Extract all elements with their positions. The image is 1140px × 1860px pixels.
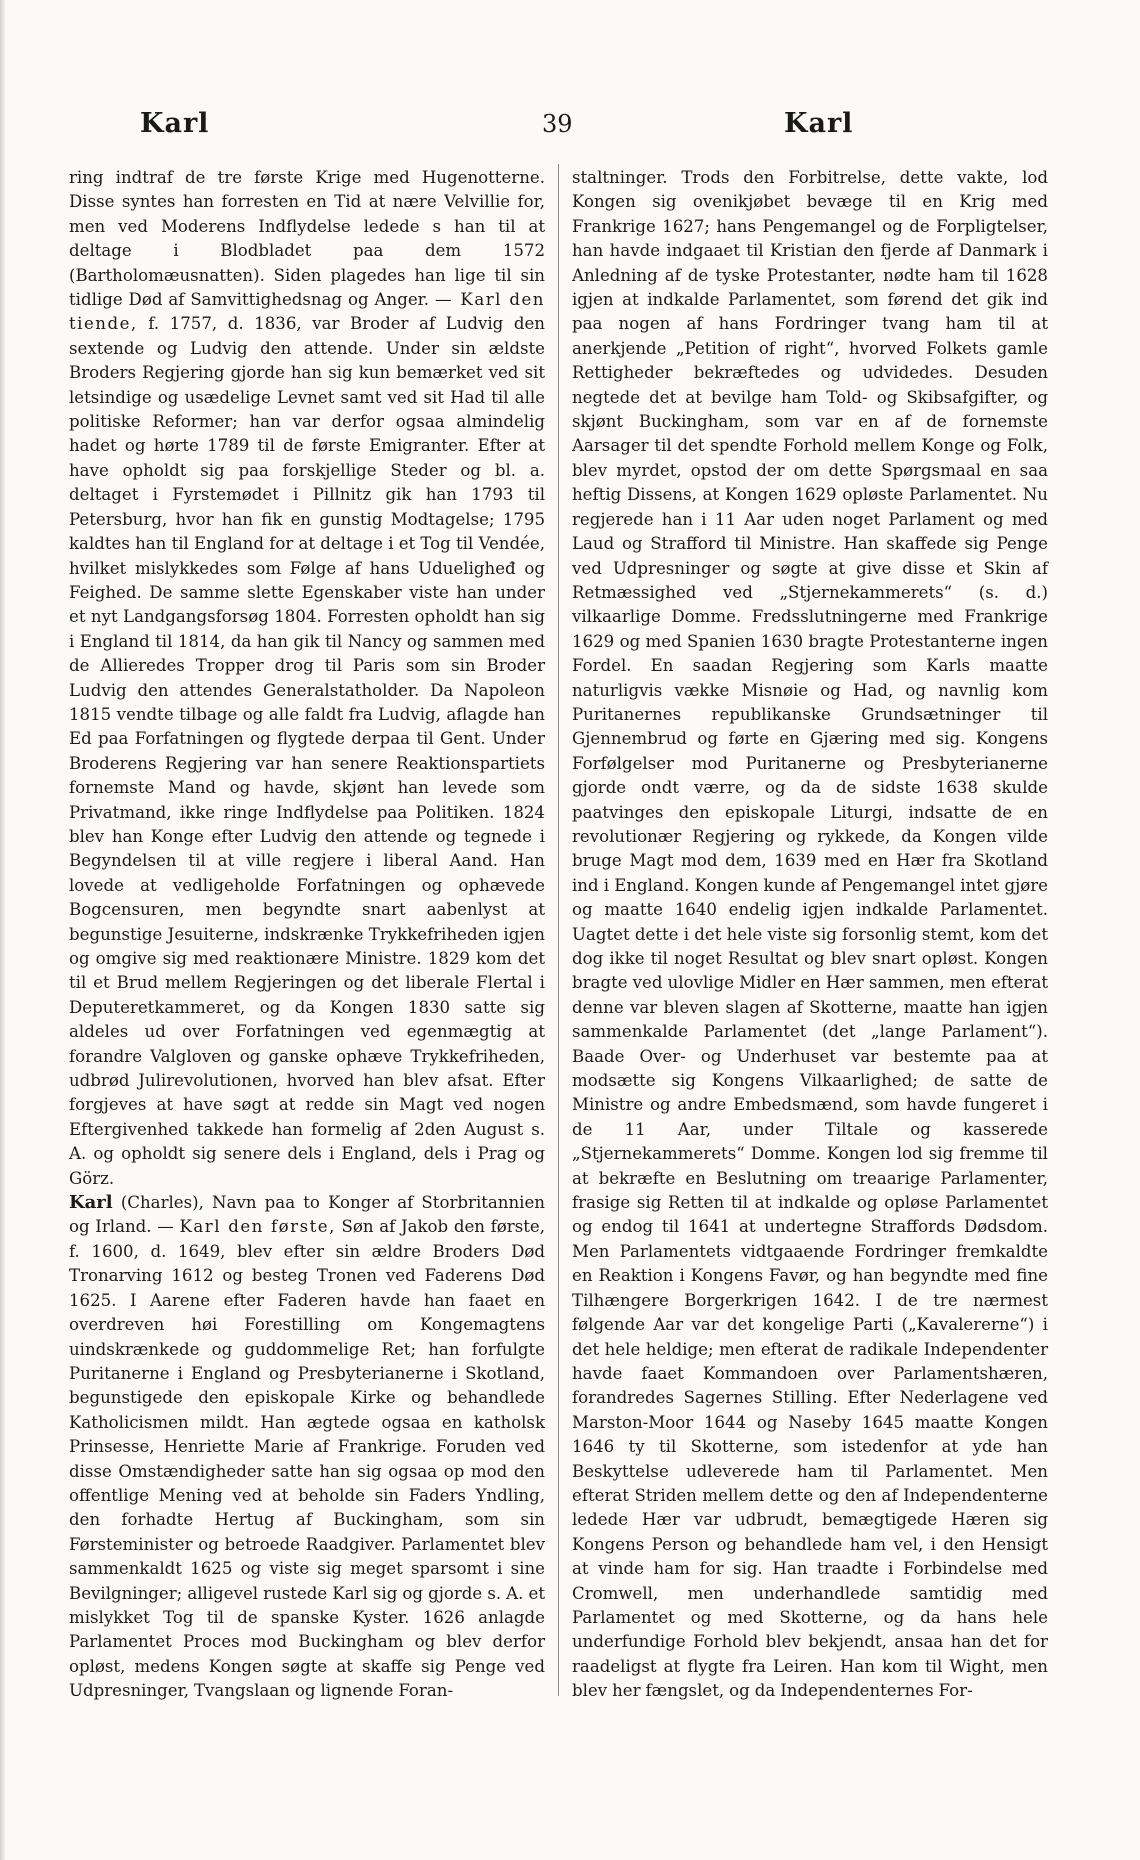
page-edge-shadow — [0, 0, 6, 1860]
entry-headword: Karl — [69, 1192, 113, 1214]
right-column — [572, 166, 1048, 1704]
left-paragraph — [69, 166, 545, 1191]
left-running-headword: Karl — [140, 108, 210, 139]
entry-body-text: Søn af Jakob den første, f. 1600, d. 1649, blev efter sin ældre Broders Død Tronarving 1612 og besteg Tronen ved Faderens Død 1625. I Aarene efter Faderen havde han faaet en overdreven høi Forestilling om Kongemagtens uindskrænkede og guddommelige Ret; han forfulgte Puritanerne i England og Presbyterianerne i Skotland, begunstigede den episkopale Kirke og behandlede Katholicismen mildt. Han ægtede ogsaa en katholsk Prinsesse, Henriette Marie af Frankrige. Foruden ved disse Omstændigheder satte han sig ogsaa op mod den offentlige Mening ved at beholde sin Faders Yndling, den forhadte Hertug af Buckingham, som sin Førsteminister og betroede Raadgiver. Parlamentet blev sammenkaldt 1625 og viste sig meget sparsomt i sine Bevilgninger; alligevel rustede Karl sig og gjorde s. A. et mislykket Tog til de spanske Kyster. 1626 anlagde Parlamentet Proces mod Buckingham og blev derfor opløst, medens Kongen søgte at skaffe sig Penge ved Udpresninger, Tvangslaan og lignende Foran- — [69, 1217, 545, 1701]
sub-entry-karl-i: Karl den første, — [179, 1217, 336, 1237]
left-para2-text: f. 1757, d. 1836, var Broder af Ludvig den sextende og Ludvig den attende. Under sin ældste Broders Regjering gjorde han sig kun bemærket ved sit letsindige og usædelige Levnet samt ved sit Had til alle politiske Reformer; han var derfor ogsaa almindelig hadet og hørte 1789 til de første Emigranter. Efter at have opholdt sig paa forskjellige Steder og bl. a. deltaget i Fyrstemødet i Pillnitz gik han 1793 til Petersburg, hvor han fik en gunstig Modtagelse; 1795 kaldtes han til England for at deltage i et Tog til Vendée, hvilket mislykkedes som Følge af hans Udueligheđ og Feighed. De samme slette Egenskaber viste han under et nyt Landgangsforsøg 1804. Forresten opholdt han sig i England til 1814, da han gik til Nancy og sammen med de Allieredes Tropper drog til Paris som sin Broder Ludvig den attendes Generalstatholder. Da Napoleon 1815 vendte tilbage og alle faldt fra Ludvig, aflagde han Ed paa Forfatningen og flygtede derpaa til Gent. Under Broderens Regjering var han senere Reaktionspartiets fornemste Mand og havde, skjønt han levede som Privatmand, ikke ringe Indflydelse paa Politiken. 1824 blev han Konge efter Ludvig den attende og tegnede i Begyndelsen til at ville regjere i liberal Aand. Han lovede at vedligeholde Forfatningen og ophævede Bogcensuren, men begyndte snart aabenlyst at begunstige Jesuiterne, indskrænke Trykkefriheden igjen og omgive sig med reaktionære Ministre. 1829 kom det til et Brud mellem Regjeringen og det liberale Flertal i Deputeretkammeret, og da Kongen 1830 satte sig aldeles ud over Forfatningen ved egenmægtig at forandre Valgloven og ganske ophæve Trykkefriheden, udbrød Julirevolutionen, hvorved han blev afsat. Efter forgjeves at have søgt at redde sin Magt ved nogen Eftergivenhed takkede han formelig af 2den August s. A. og opholdt sig senere dels i England, dels i Prag og Görz. — [69, 314, 545, 1188]
right-paragraph — [572, 166, 1048, 1704]
right-running-headword: Karl — [784, 108, 854, 139]
right-para1-text: staltninger. Trods den Forbitrelse, dette vakte, lod Kongen sig ovenikjøbet bevæge til en Krig med Frankrige 1627; hans Pengemangel og de Forpligtelser, han havde indgaaet til Kristian den fjerde af Danmark i Anledning af de tyske Protestanter, nødte ham til 1628 igjen at indkalde Parlamentet, som førend det gik ind paa nogen af hans Fordringer tvang ham til at anerkjende „Petition of right“, hvorved Folkets gamle Rettigheder bekræftedes og udvidedes. Desuden negtede det at bevilge ham Told- og Skibsafgifter, og skjønt Buckingham, som var en af de fornemste Aarsager til det spendte Forhold mellem Konge og Folk, blev myrdet, opstod der om dette Spørgsmaal en saa heftig Dissens, at Kongen 1629 opløste Parlamentet. Nu regjerede han i 11 Aar uden noget Parlament og med Laud og Strafford til Ministre. Han skaffede sig Penge ved Udpresninger og søgte at give disse et Skin af Retmæssighed ved „Stjernekammerets“ (s. d.) vilkaarlige Domme. Fredsslutningerne med Frankrige 1629 og med Spanien 1630 bragte Protestanterne ingen Fordel. En saadan Regjering som Karls maatte naturligvis vække Misnøie og Had, og navnlig kom Puritanernes republikanske Grundsætninger til Gjennembrud og førte en Gjæring med sig. Kongens Forfølgelser mod Puritanerne og Presbyterianerne gjorde ondt værre, og da de sidste 1638 skulde paatvinges den episkopale Liturgi, indsatte de en revolutionær Regjering og rykkede, da Kongen vilde bruge Magt mod dem, 1639 med en Hær fra Skotland ind i England. Kongen kunde af Pengemangel intet gjøre og maatte 1640 endelig igjen indkalde Parlamentet. Uagtet dette i det hele viste sig forsonlig stemt, kom det dog ikke til noget Resultat og blev snart opløst. Kongen bragte ved ulovlige Midler en Hær sammen, men efterat denne var bleven slagen af Skotterne, maatte han igjen sammenkalde Parlamentet (det „lange Parlament“). Baade Over- og Underhuset var bestemte paa at modsætte sig Kongens Vilkaarlighed; de satte de Ministre og andre Embedsmænd, som havde fungeret i de 11 Aar, under Tiltale og kasserede „Stjernekammerets“ Domme. Kongen lod sig fremme til at bekræfte en Beslutning om treaarige Parlamenter, frasige sig Retten til at indkalde og opløse Parlamentet og endog til 1641 at undertegne Straffords Dødsdom. Men Parlamentets vidtgaaende Fordringer fremkaldte en Reaktion i Kongens Favør, og han begyndte med fine Tilhængere Borgerkrigen 1642. I de tre nærmest følgende Aar var det kongelige Parti („Kavalererne“) i det hele heldige; men efterat de radikale Independenter havde faaet Kommandoen over Parlamentshæren, forandredes Sagernes Stilling. Efter Nederlagene ved Marston-Moor 1644 og Naseby 1645 maatte Kongen 1646 ty til Skotterne, som istedenfor at yde han Beskyttelse udleverede ham til Parlamentet. Men efterat Striden mellem dette og den af Independenterne ledede Hær var udbrudt, bemægtigede Hæren sig Kongens Person og behandlede ham vel, i den Hensigt at vinde ham for sig. Han traadte i Forbindelse med Cromwell, men underhandlede samtidig med Parlamentet og med Skotterne, og da hans hele underfundige Forhold blev bekjendt, ansaa han det for raadeligst at flygte fra Leiren. Han kom til Wight, men blev her fængslet, og da Independenternes For- — [572, 168, 1048, 1701]
left-para1-text: ring indtraf de tre første Krige med Hugenotterne. Disse syntes han forresten en Tid at nære Velvillie for, men ved Moderens Indflydelse ledede s han til at deltage i Blodbladet paa dem 1572 (Bartholomæusnatten). Siden plagedes han lige til sin tidlige Død af Samvittighedsnag og Anger. — [69, 168, 545, 310]
entry-intro-text: (Charles), Navn paa to Konger af Storbritannien og Irland. — — [69, 1193, 545, 1237]
left-column — [69, 166, 545, 1704]
entry-karl-charles — [69, 1191, 545, 1704]
page-header — [72, 108, 1072, 148]
column-divider — [558, 164, 559, 1696]
page-number: 39 — [542, 110, 573, 138]
sub-entry-karl-x: — Karl den tiende, — [69, 290, 545, 334]
